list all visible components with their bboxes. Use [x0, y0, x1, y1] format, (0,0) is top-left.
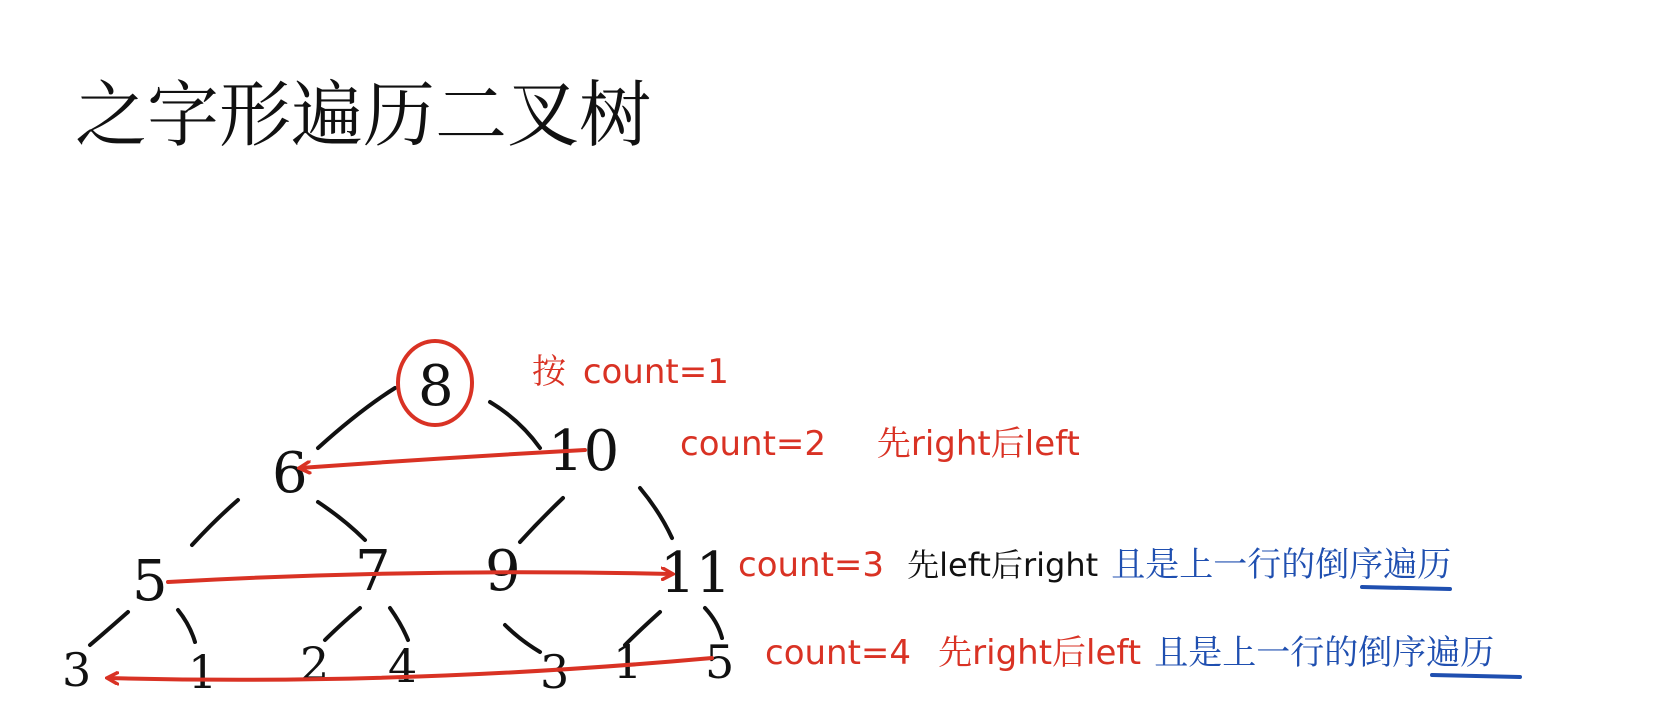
node-l3-3: 11 [660, 541, 732, 606]
annotation-level1 [532, 352, 729, 392]
annotation-level4-order: 先right后left [938, 633, 1142, 673]
annotation-level3-order: 先left后right [907, 546, 1099, 584]
node-l2-1: 10 [548, 419, 620, 484]
node-l4-1: 1 [188, 645, 218, 699]
annotation-level4-count: count=4 [765, 633, 912, 673]
node-l4-5: 1 [613, 635, 643, 689]
annotation-level2-order: 先right后left [876, 424, 1080, 464]
annotation-level2 [680, 424, 1080, 464]
node-l4-3: 4 [388, 639, 418, 693]
node-l4-2: 2 [300, 637, 330, 691]
node-l4-6: 5 [705, 635, 735, 689]
edge-6-5 [192, 500, 238, 545]
arrow-level2-right-to-left [300, 450, 585, 468]
node-l2-0: 6 [272, 441, 308, 506]
edge-10-9 [520, 498, 563, 542]
edge-9-3 [505, 625, 540, 652]
annotation-level3-count: count=3 [738, 545, 885, 585]
annotation-level2-count: count=2 [680, 424, 827, 464]
annotation-level4-note: 且是上一行的倒序遍历 [1154, 633, 1495, 673]
tree-edges [90, 388, 722, 652]
node-root: 8 [418, 354, 454, 419]
edge-8-6 [318, 388, 395, 448]
edge-8-10 [490, 402, 540, 448]
edge-10-11 [640, 488, 672, 538]
edge-5-1 [178, 610, 195, 642]
node-l3-1: 7 [355, 539, 391, 604]
tree-nodes [62, 354, 734, 699]
annotation-level1-count: count=1 [582, 352, 729, 392]
arrow-level3-left-to-right [168, 572, 672, 582]
edge-6-7 [318, 502, 365, 540]
node-l3-2: 9 [485, 539, 521, 604]
node-l4-0: 3 [62, 643, 92, 697]
annotation-level1-prefix: 按 [532, 352, 566, 392]
edge-7-4 [390, 608, 408, 640]
annotation-level3-underline [1362, 587, 1450, 589]
annotation-level3 [738, 545, 1451, 585]
node-l3-0: 5 [132, 549, 168, 614]
edge-5-3 [90, 612, 128, 645]
edge-11-5 [705, 608, 722, 638]
diagram-title: 之字形遍历二叉树 [75, 73, 652, 157]
annotation-level4-underline [1432, 675, 1520, 677]
annotation-level3-note: 且是上一行的倒序遍历 [1111, 545, 1452, 585]
edge-7-2 [325, 608, 360, 640]
annotation-level4 [765, 633, 1494, 673]
node-l4-4: 3 [540, 645, 570, 699]
